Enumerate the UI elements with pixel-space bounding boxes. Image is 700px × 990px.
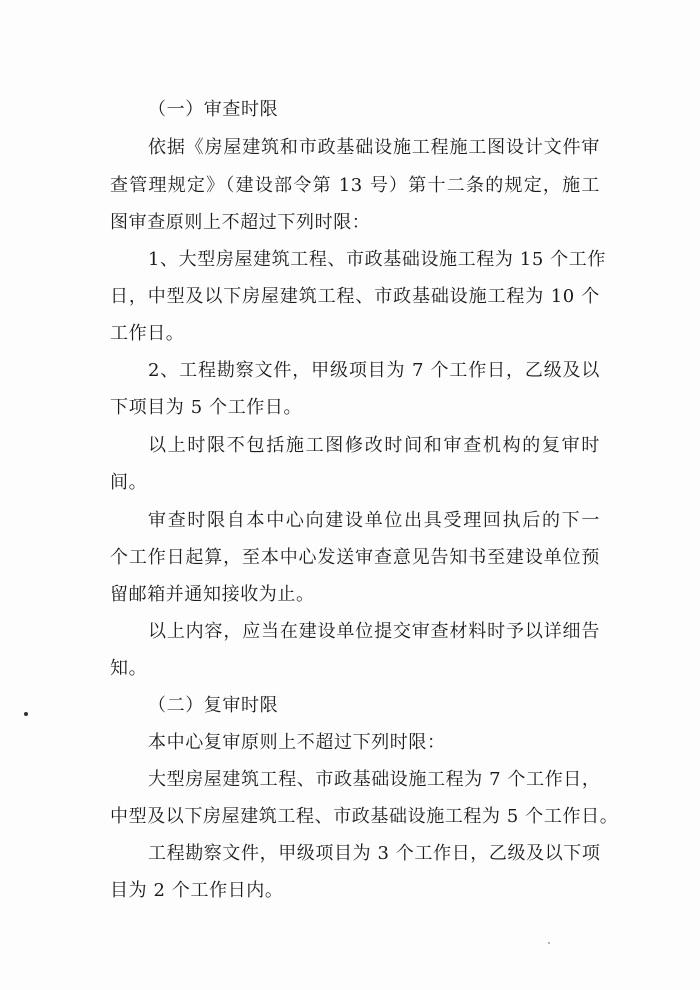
paragraph-line: 日，中型及以下房屋建筑工程、市政基础设施工程为 10 个 <box>110 286 600 307</box>
paragraph-line: 查管理规定》（建设部令第 13 号）第十二条的规定，施工 <box>110 175 600 196</box>
paragraph-line: 工作日。 <box>110 323 185 344</box>
section-heading: （一）审查时限 <box>148 99 279 120</box>
paragraph-line: 留邮箱并通知接收为止。 <box>110 584 315 605</box>
paragraph-line: 工程勘察文件，甲级项目为 3 个工作日，乙级及以下项 <box>148 843 601 864</box>
paragraph-line: 知。 <box>110 658 148 679</box>
paragraph-line: 图审查原则上不超过下列时限： <box>110 212 371 233</box>
scan-speck <box>24 712 28 716</box>
paragraph-line: 2、工程勘察文件，甲级项目为 7 个工作日，乙级及以 <box>148 360 600 381</box>
paragraph-line: 个工作日起算，至本中心发送审查意见告知书至建设单位预 <box>110 547 600 568</box>
paragraph-line: 以上时限不包括施工图修改时间和审查机构的复审时 <box>148 435 600 456</box>
paragraph-line: 以上内容，应当在建设单位提交审查材料时予以详细告 <box>148 621 600 642</box>
paragraph-line: 中型及以下房屋建筑工程、市政基础设施工程为 5 个工作日。 <box>110 806 619 827</box>
paragraph-line: 下项目为 5 个工作日。 <box>110 397 303 418</box>
paragraph-line: 大型房屋建筑工程、市政基础设施工程为 7 个工作日， <box>148 769 601 790</box>
paragraph-line: 1、大型房屋建筑工程、市政基础设施工程为 15 个工作 <box>148 249 606 270</box>
paragraph-line: 本中心复审原则上不超过下列时限： <box>148 732 446 753</box>
paragraph-line: 审查时限自本中心向建设单位出具受理回执后的下一 <box>148 510 600 531</box>
section-heading: （二）复审时限 <box>148 695 279 716</box>
paragraph-line: 间。 <box>110 472 148 493</box>
paragraph-line: 目为 2 个工作日内。 <box>110 880 284 901</box>
paragraph-line: 依据《房屋建筑和市政基础设施工程施工图设计文件审 <box>148 137 600 158</box>
scan-speck <box>548 942 550 944</box>
